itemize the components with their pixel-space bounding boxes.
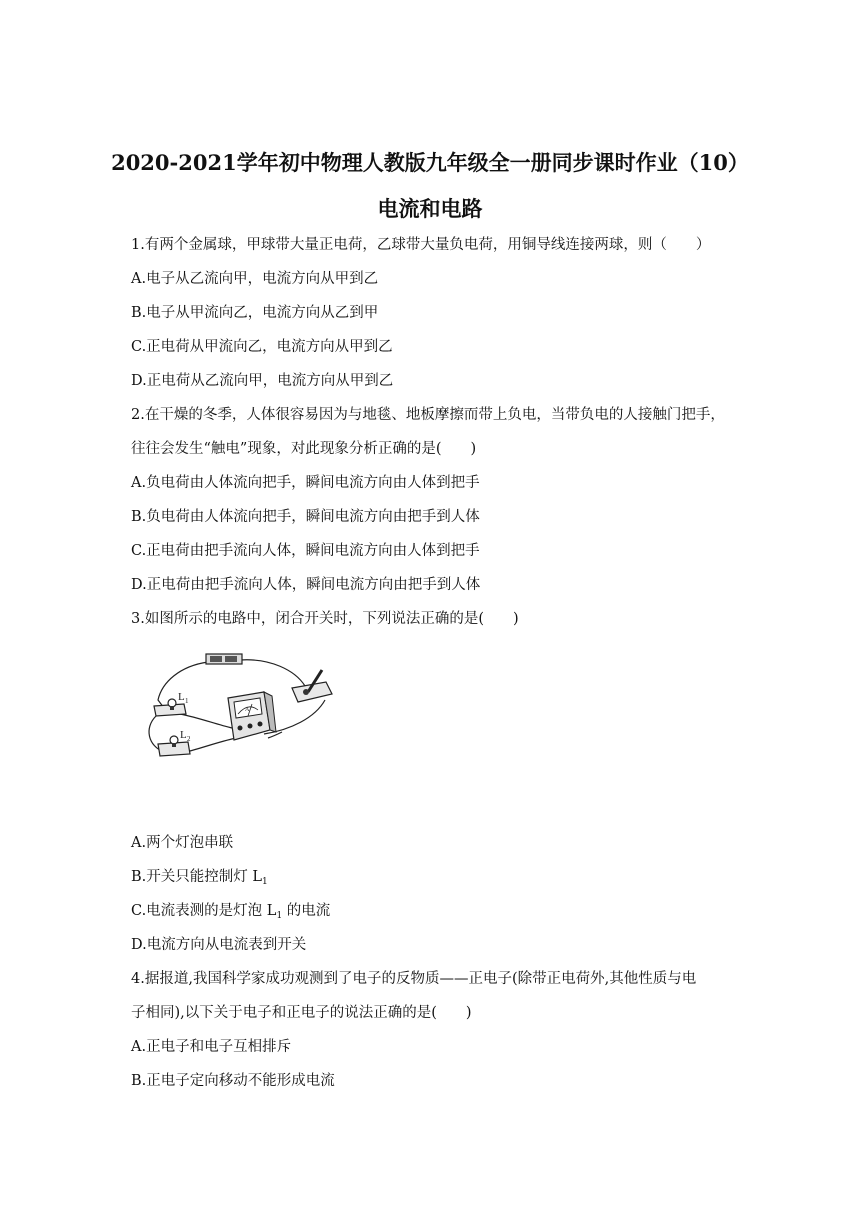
question-4-option-a: A.正电子和电子互相排斥: [131, 1039, 292, 1055]
question-3-option-b: [131, 867, 268, 892]
document-subtitle: 电流和电路: [377, 196, 483, 221]
switch-icon: [292, 670, 332, 702]
question-2-stem-line-2: 往往会发生“触电”现象，对此现象分析正确的是( ): [131, 441, 477, 457]
question-1-option-d: D.正电荷从乙流向甲，电流方向从甲到乙: [131, 373, 394, 389]
question-1-stem: 1.有两个金属球，甲球带大量正电荷，乙球带大量负电荷，用铜导线连接两球，则（ ）: [131, 237, 711, 253]
lamp-l2-label-subscript: 2: [187, 735, 191, 743]
document-title: 2020-2021学年初中物理人教版九年级全一册同步课时作业（10）: [111, 150, 749, 175]
question-4-stem-line-2: 子相同),以下关于电子和正电子的说法正确的是( ): [131, 1005, 472, 1021]
question-1-option-c: C.正电荷从甲流向乙，电流方向从甲到乙: [131, 339, 393, 355]
question-3-option-c-text: C.电流表测的是灯泡 L: [131, 903, 277, 919]
question-3-stem: 3.如图所示的电路中，闭合开关时，下列说法正确的是( ): [131, 611, 519, 627]
lamp-l1-label-subscript: 1: [185, 697, 189, 705]
question-4-option-b: B.正电子定向移动不能形成电流: [131, 1073, 335, 1089]
question-2-option-b: B.负电荷由人体流向把手，瞬间电流方向由把手到人体: [131, 509, 480, 525]
lamp-l1-label: L: [178, 691, 185, 703]
question-2-option-c: C.正电荷由把手流向人体，瞬间电流方向由人体到把手: [131, 543, 480, 559]
question-1-option-a: A.电子从乙流向甲，电流方向从甲到乙: [131, 271, 379, 287]
question-3-option-b-text: B.开关只能控制灯 L: [131, 869, 263, 885]
question-1-option-b: B.电子从甲流向乙，电流方向从乙到甲: [131, 305, 379, 321]
lamp-l2-label: L: [180, 729, 187, 741]
question-3-option-c-subscript: 1: [276, 911, 283, 921]
question-3-option-d: D.电流方向从电流表到开关: [131, 937, 307, 953]
question-3-option-c-text-end: 的电流: [282, 903, 331, 919]
question-3-option-a: A.两个灯泡串联: [131, 835, 234, 851]
question-3-option-c: [131, 901, 330, 926]
question-2-option-a: A.负电荷由人体流向把手，瞬间电流方向由人体到把手: [131, 475, 480, 491]
question-2-stem-line-1: 2.在干燥的冬季，人体很容易因为与地毯、地板摩擦而带上负电，当带负电的人接触门把手，: [131, 407, 725, 423]
ammeter-label: A: [245, 707, 250, 713]
question-2-option-d: D.正电荷由把手流向人体，瞬间电流方向由把手到人体: [131, 577, 481, 593]
question-3-option-b-subscript: 1: [262, 877, 268, 887]
circuit-diagram: [140, 648, 340, 770]
battery-icon: [206, 654, 242, 664]
question-4-stem-line-1: 4.据报道,我国科学家成功观测到了电子的反物质——正电子(除带正电荷外,其他性质与电: [131, 971, 697, 987]
